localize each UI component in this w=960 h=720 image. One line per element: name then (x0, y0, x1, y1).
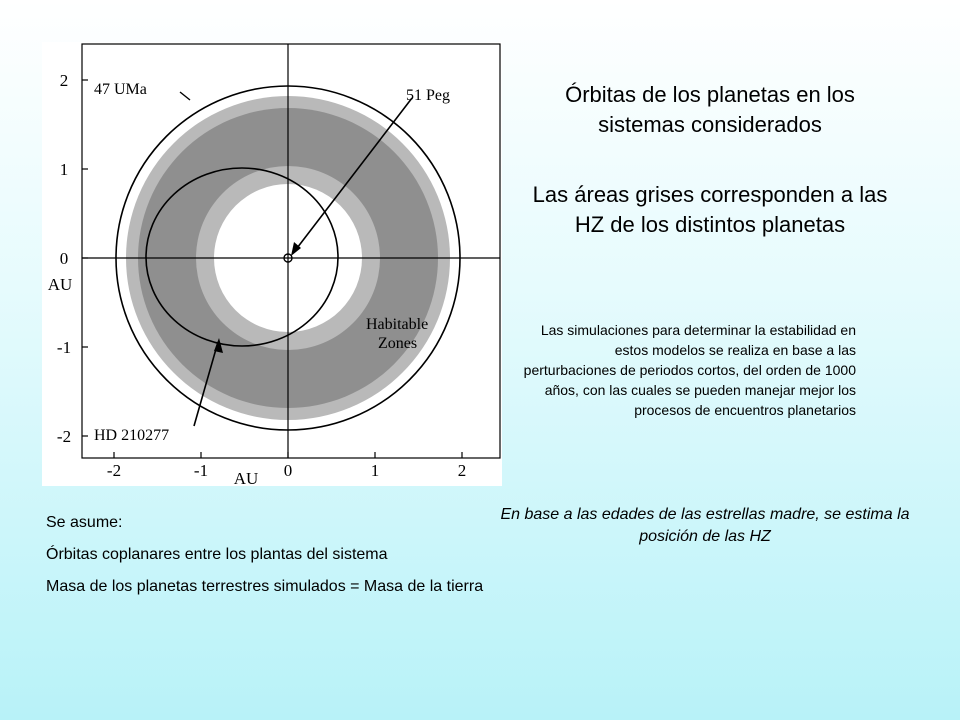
slide-subtitle: Las áreas grises corresponden a las HZ de los distintos planetas (532, 182, 888, 237)
y-tick-label: -2 (56, 427, 72, 446)
label-habitable-line1: Habitable (366, 316, 429, 333)
orbit-diagram (42, 42, 502, 486)
assumption-item: Órbitas coplanares entre los plantas del sistema (46, 546, 388, 563)
y-tick-label: 2 (59, 71, 69, 90)
y-tick-label: -1 (56, 338, 72, 357)
label-47-uma: 47 UMa (94, 81, 147, 98)
assumptions-heading: Se asume: (46, 514, 123, 531)
simulation-paragraph: Las simulaciones para determinar la estabilidad en estos modelos se realiza en base a las perturbaciones de periodos cortos, del orden de 1000 años, con las cuales se pueden manejar mejor los procesos de encuentros planetarios (523, 322, 856, 418)
slide-title: Órbitas de los planetas en los sistemas considerados (565, 82, 855, 137)
y-tick-label: 0 (59, 249, 69, 268)
x-axis-label: AU (233, 469, 259, 486)
label-51-peg: 51 Peg (406, 87, 450, 104)
x-tick-label: 2 (457, 461, 467, 480)
hz-estimate-paragraph: En base a las edades de las estrellas madre, se estima la posición de las HZ (500, 506, 910, 545)
label-habitable-line2: Zones (378, 335, 418, 352)
y-tick-label: 1 (59, 160, 69, 179)
assumptions-list (46, 512, 606, 608)
assumption-item: Masa de los planetas terrestres simulados = Masa de la tierra (46, 578, 484, 595)
label-hd-210277: HD 210277 (94, 427, 170, 444)
y-axis-label: AU (47, 275, 73, 294)
x-tick-label: 0 (283, 461, 293, 480)
x-tick-label: 1 (370, 461, 380, 480)
x-tick-label: -2 (106, 461, 122, 480)
x-tick-label: -1 (193, 461, 209, 480)
orbit-diagram-svg (42, 42, 502, 486)
